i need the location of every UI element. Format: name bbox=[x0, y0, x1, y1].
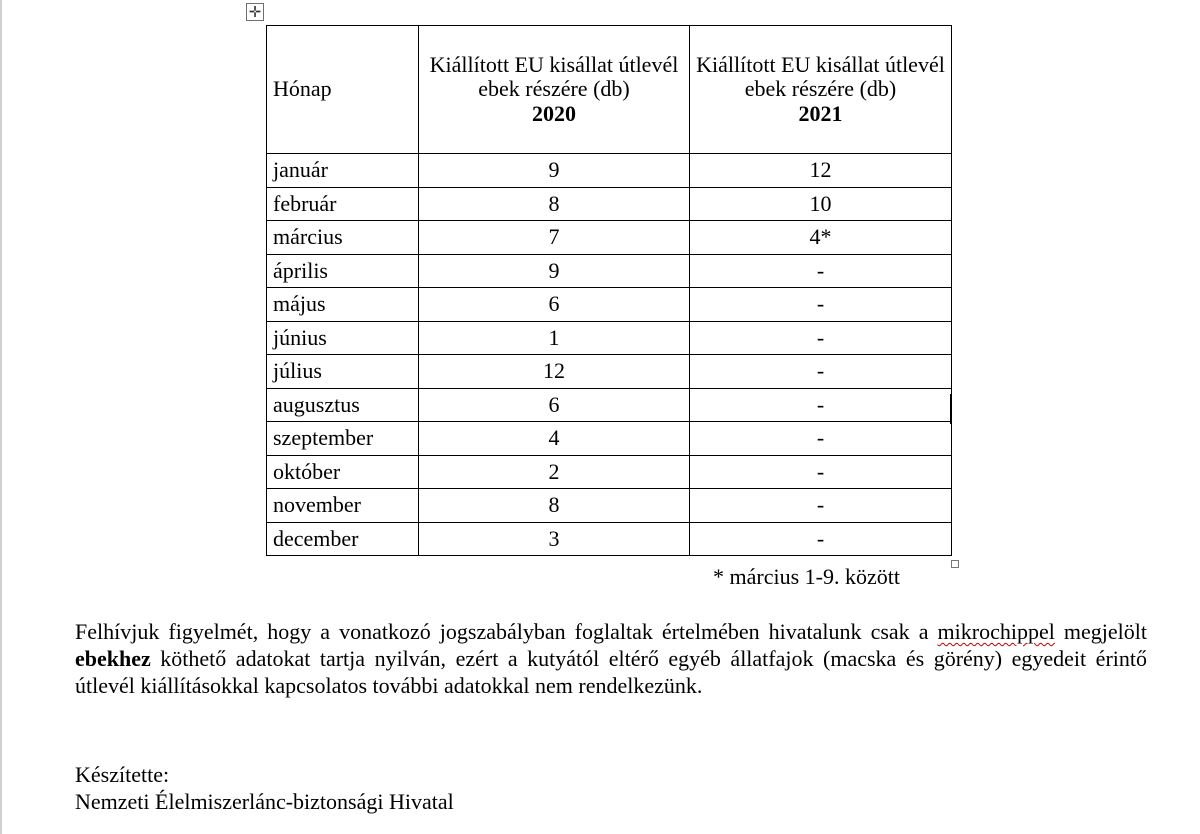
table-row bbox=[267, 355, 952, 389]
month-cell: december bbox=[267, 522, 419, 556]
value-2021-cell: 4* bbox=[690, 221, 952, 255]
table-row bbox=[267, 455, 952, 489]
table-header-row bbox=[267, 26, 952, 154]
table-move-handle-icon[interactable]: ✛ bbox=[246, 3, 264, 21]
table-row bbox=[267, 489, 952, 523]
month-cell: augusztus bbox=[267, 388, 419, 422]
value-2020-cell: 4 bbox=[419, 422, 690, 456]
passport-statistics-table bbox=[266, 25, 952, 556]
value-2021-cell: - bbox=[690, 455, 952, 489]
month-cell: január bbox=[267, 154, 419, 188]
header-2021 bbox=[690, 26, 952, 154]
header-month: Hónap bbox=[267, 26, 419, 154]
value-2021-cell: - bbox=[690, 489, 952, 523]
value-2020-cell: 9 bbox=[419, 254, 690, 288]
month-cell: szeptember bbox=[267, 422, 419, 456]
header-2021-year: 2021 bbox=[798, 100, 843, 126]
value-2020-cell: 6 bbox=[419, 288, 690, 322]
month-cell: június bbox=[267, 321, 419, 355]
paragraph-bold-word: ebekhez bbox=[75, 646, 151, 671]
value-2020-cell: 6 bbox=[419, 388, 690, 422]
prepared-by-label: Készítette: bbox=[75, 762, 170, 787]
value-2020-cell: 9 bbox=[419, 154, 690, 188]
table-row bbox=[267, 388, 952, 422]
month-cell: november bbox=[267, 489, 419, 523]
month-cell: október bbox=[267, 455, 419, 489]
value-2021-cell: - bbox=[690, 355, 952, 389]
header-2021-text: Kiállított EU kisállat útlevél ebek részére (db) bbox=[696, 52, 945, 102]
table-resize-handle-icon[interactable] bbox=[951, 560, 959, 568]
header-2020 bbox=[419, 26, 690, 154]
month-cell: március bbox=[267, 221, 419, 255]
value-2020-cell: 12 bbox=[419, 355, 690, 389]
table-row bbox=[267, 221, 952, 255]
value-2021-cell: 10 bbox=[690, 187, 952, 221]
header-2020-text: Kiállított EU kisállat útlevél ebek részére (db) bbox=[429, 52, 679, 102]
value-2020-cell: 2 bbox=[419, 455, 690, 489]
table-row bbox=[267, 154, 952, 188]
value-2021-cell: 12 bbox=[690, 154, 952, 188]
paragraph-text-3: köthető adatokat tartja nyilván, ezért a kutyától eltérő egyéb állatfajok (macska és görény) egyedeit érintő útlevél kiállításokkal kapcsolatos további adatokkal nem rendelkezünk. bbox=[75, 646, 1147, 698]
spelling-error-word: mikrochippel bbox=[937, 619, 1055, 644]
value-2020-cell: 7 bbox=[419, 221, 690, 255]
value-2020-cell: 1 bbox=[419, 321, 690, 355]
month-cell: július bbox=[267, 355, 419, 389]
value-2021-cell: - bbox=[690, 388, 952, 422]
header-2020-year: 2020 bbox=[532, 100, 576, 126]
month-cell: május bbox=[267, 288, 419, 322]
value-2020-cell: 8 bbox=[419, 187, 690, 221]
table-row bbox=[267, 288, 952, 322]
table-row bbox=[267, 254, 952, 288]
table-row bbox=[267, 422, 952, 456]
value-2021-cell: - bbox=[690, 522, 952, 556]
value-2021-cell: - bbox=[690, 422, 952, 456]
value-2020-cell: 8 bbox=[419, 489, 690, 523]
table-row bbox=[267, 522, 952, 556]
prepared-by-organization: Nemzeti Élelmiszerlánc-biztonsági Hivatal bbox=[75, 789, 454, 814]
value-2021-cell: - bbox=[690, 254, 952, 288]
table-row bbox=[267, 187, 952, 221]
notice-paragraph bbox=[75, 618, 1147, 699]
paragraph-text-1: Felhívjuk figyelmét, hogy a vonatkozó jogszabályban foglaltak értelmében hivatalunk csak a bbox=[75, 619, 938, 644]
value-2021-cell: - bbox=[690, 288, 952, 322]
table-footnote: * március 1-9. között bbox=[713, 564, 900, 589]
value-2020-cell: 3 bbox=[419, 522, 690, 556]
text-cursor bbox=[950, 394, 952, 424]
value-2021-cell: - bbox=[690, 321, 952, 355]
table-row bbox=[267, 321, 952, 355]
paragraph-text-2: megjelölt bbox=[1054, 619, 1147, 644]
page-left-edge bbox=[0, 0, 2, 834]
month-cell: február bbox=[267, 187, 419, 221]
month-cell: április bbox=[267, 254, 419, 288]
